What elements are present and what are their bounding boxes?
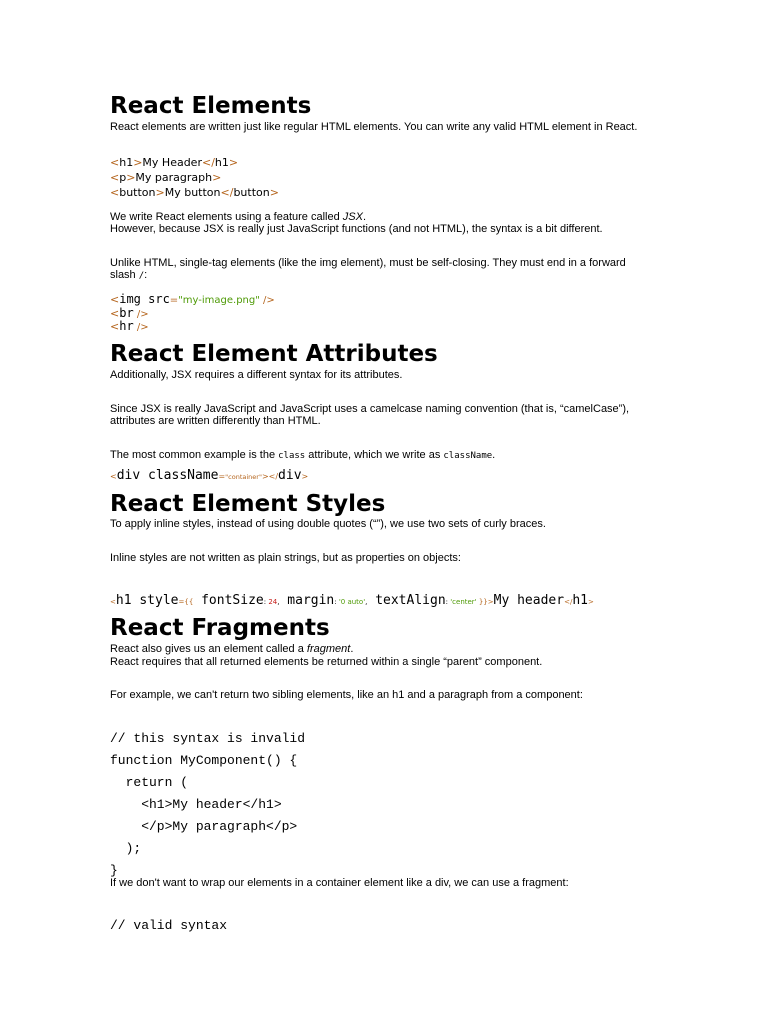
paragraph-style-objects: Inline styles are not written as plain strings, but as properties on objects: <box>110 552 461 564</box>
code-punctuation: > <box>301 472 309 481</box>
code-string: '0 auto' <box>336 598 366 606</box>
code-tag-name: h1 <box>214 156 229 169</box>
heading-react-fragments: React Fragments <box>110 615 330 641</box>
code-punctuation: > <box>133 156 143 169</box>
paragraph-text: React also gives us an element called a <box>110 643 307 655</box>
term-jsx: JSX <box>342 211 363 223</box>
code-block-valid <box>110 915 227 937</box>
code-tag-name: h1 <box>572 593 588 608</box>
code-punctuation: /> <box>133 309 149 320</box>
paragraph-camelcase: Since JSX is really JavaScript and JavaScript uses a camelcase naming convention (that is, “camelCase”), <box>110 403 630 415</box>
code-punctuation: > <box>587 598 594 606</box>
code-tag-name: h1 <box>119 156 134 169</box>
code-punctuation: /> <box>259 295 275 306</box>
code-property: textAlign <box>367 593 446 608</box>
code-punctuation: : <box>445 598 449 606</box>
code-punctuation: < <box>110 186 120 199</box>
code-punctuation: </ <box>564 598 573 606</box>
paragraph-text: : <box>144 269 148 281</box>
paragraph-inline-styles: To apply inline styles, instead of using double quotes (“”), we use two sets of curly braces. <box>110 518 546 530</box>
code-tag-name: h1 style <box>115 593 179 608</box>
code-punctuation: }}> <box>476 598 494 606</box>
code-punctuation: < <box>110 156 120 169</box>
code-text: My header <box>493 593 565 608</box>
paragraph-self-closing: Unlike HTML, single-tag elements (like the img element), must be self-closing. They must end in a forward <box>110 257 626 269</box>
paragraph-self-closing-continued <box>110 269 147 282</box>
code-punctuation: /> <box>133 322 149 333</box>
code-text: My paragraph <box>135 171 213 184</box>
code-punctuation: = <box>218 472 226 481</box>
code-punctuation: : <box>263 598 267 606</box>
code-line: ); <box>110 841 142 856</box>
code-tag-name: button <box>233 186 270 199</box>
code-example-p-line <box>110 170 221 185</box>
inline-code-slash: / <box>138 271 145 281</box>
code-property: margin <box>279 593 335 608</box>
code-string: "my-image.png" <box>178 295 260 306</box>
term-fragment: fragment <box>306 643 351 655</box>
code-line: </p>My paragraph</p> <box>110 819 298 834</box>
code-line: function MyComponent() { <box>110 753 298 768</box>
code-punctuation: > <box>228 156 239 169</box>
paragraph-text: The most common example is the <box>110 449 279 461</box>
paragraph-camelcase-continued: attributes are written differently than HTML. <box>110 415 321 427</box>
paragraph-intro: React elements are written just like regular HTML elements. You can write any valid HTML element in React. <box>110 121 638 133</box>
code-punctuation: < <box>110 598 116 606</box>
heading-react-element-attributes: React Element Attributes <box>110 341 438 367</box>
code-tag-name: button <box>119 186 156 199</box>
code-punctuation: ></ <box>261 472 279 481</box>
paragraph-use-fragment: If we don't want to wrap our elements in a container element like a div, we can use a fragment: <box>110 877 569 889</box>
paragraph-classname <box>110 449 495 462</box>
code-property: fontSize <box>193 593 264 608</box>
code-example-style-line <box>110 593 594 610</box>
paragraph-text: slash <box>110 269 139 281</box>
paragraph-sibling-example: For example, we can't return two sibling elements, like an h1 and a paragraph from a component: <box>110 689 583 701</box>
code-punctuation: > <box>212 171 222 184</box>
code-punctuation: </ <box>220 186 234 199</box>
code-string: "container" <box>225 473 262 481</box>
code-punctuation: < <box>110 472 117 481</box>
code-example-button-line <box>110 185 279 200</box>
code-punctuation: < <box>110 320 120 333</box>
paragraph-jsx-continued: However, because JSX is really just JavaScript functions (and not HTML), the syntax is a bit different. <box>110 223 603 235</box>
code-punctuation: > <box>126 171 136 184</box>
paragraph-fragment-intro <box>110 643 353 655</box>
paragraph-text: . <box>350 643 354 655</box>
paragraph-attributes-intro: Additionally, JSX requires a different syntax for its attributes. <box>110 369 403 381</box>
code-punctuation: > <box>155 186 165 199</box>
code-punctuation: < <box>110 293 120 306</box>
code-example-div-line <box>110 468 308 485</box>
paragraph-parent-component: React requires that all returned elements be returned within a single “parent” component. <box>110 656 543 668</box>
code-text: My Header <box>142 156 202 169</box>
code-punctuation: </ <box>201 156 215 169</box>
paragraph-text: We write React elements using a feature called <box>110 211 343 223</box>
code-example-h1-line <box>110 155 238 170</box>
code-tag-name: p <box>119 171 127 184</box>
code-comment: // valid syntax <box>110 918 228 933</box>
code-text: My button <box>164 186 221 199</box>
code-punctuation: > <box>269 186 279 199</box>
inline-code-class: class <box>278 451 306 461</box>
code-punctuation: , <box>365 598 368 606</box>
code-punctuation: , <box>277 598 280 606</box>
code-tag-name: hr <box>119 319 134 333</box>
code-tag-name: div <box>278 468 302 483</box>
inline-code-classname: className <box>443 451 493 461</box>
code-punctuation: ={{ <box>178 598 194 606</box>
code-punctuation: < <box>110 307 120 320</box>
code-line: } <box>110 863 118 878</box>
code-number: 24 <box>266 598 278 606</box>
code-punctuation: : <box>334 598 337 606</box>
code-block-invalid <box>110 728 305 882</box>
code-punctuation: = <box>169 295 179 306</box>
code-tag-name: img src <box>119 292 170 306</box>
code-line: <h1>My header</h1> <box>110 797 282 812</box>
paragraph-jsx <box>110 211 366 223</box>
code-tag-name: div className <box>116 468 219 483</box>
code-comment: // this syntax is invalid <box>110 731 306 746</box>
paragraph-text: attribute, which we write as <box>305 449 444 461</box>
heading-react-elements: React Elements <box>110 93 312 119</box>
code-line: return ( <box>110 775 189 790</box>
paragraph-text: . <box>492 449 496 461</box>
heading-react-element-styles: React Element Styles <box>110 491 386 517</box>
paragraph-text: . <box>362 211 366 223</box>
code-example-hr-line <box>110 319 149 335</box>
code-tag-name: br <box>119 306 134 320</box>
code-punctuation: < <box>110 171 120 184</box>
code-string: 'center' <box>448 598 477 606</box>
